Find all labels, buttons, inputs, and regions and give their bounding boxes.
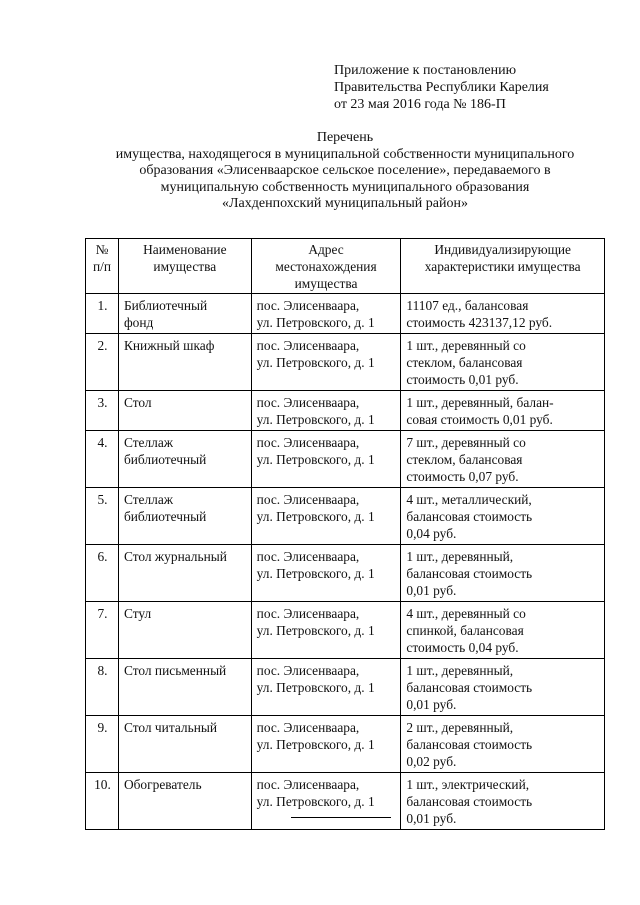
cell-address-line: ул. Петровского, д. 1	[256, 737, 375, 752]
cell-address-line: пос. Элисенваара,	[256, 298, 360, 313]
cell-characteristics-line: 0,04 руб.	[406, 526, 457, 541]
cell-number: 1.	[86, 294, 119, 334]
cell-address-line: ул. Петровского, д. 1	[256, 412, 375, 427]
cell-characteristics-line: стоимость 423137,12 руб.	[406, 315, 553, 330]
title-line-2: имущества, находящегося в муниципальной собственности муниципального	[115, 146, 575, 162]
cell-characteristics-line: 1 шт., электрический,	[406, 777, 530, 792]
cell-number: 8.	[86, 659, 119, 716]
cell-name	[118, 545, 251, 602]
table-row	[86, 488, 605, 545]
table-row	[86, 773, 605, 830]
cell-address	[251, 545, 401, 602]
cell-characteristics-line: стоимость 0,01 руб.	[406, 372, 519, 387]
cell-characteristics	[401, 334, 605, 391]
table-row	[86, 545, 605, 602]
header-name	[118, 239, 251, 294]
cell-address-line: пос. Элисенваара,	[256, 435, 360, 450]
title-line-5: «Лахденпохский муниципальный район»	[222, 196, 468, 211]
header-line: №	[95, 242, 109, 257]
header-line: местонахождения	[275, 259, 377, 274]
cell-characteristics-line: 7 шт., деревянный со	[406, 435, 526, 450]
cell-address	[251, 391, 401, 431]
cell-characteristics-line: балансовая стоимость	[406, 794, 533, 809]
cell-characteristics	[401, 773, 605, 830]
cell-name	[118, 334, 251, 391]
cell-name	[118, 659, 251, 716]
table-row	[86, 294, 605, 334]
cell-number: 5.	[86, 488, 119, 545]
cell-characteristics-line: 11107 ед., балансовая	[406, 298, 529, 313]
cell-number: 4.	[86, 431, 119, 488]
cell-characteristics-line: 1 шт., деревянный,	[406, 549, 514, 564]
cell-characteristics-line: 1 шт., деревянный,	[406, 663, 514, 678]
cell-name-line: библиотечный	[123, 452, 207, 467]
cell-characteristics	[401, 545, 605, 602]
cell-characteristics-line: 0,01 руб.	[406, 583, 457, 598]
header-line: п/п	[92, 259, 111, 274]
cell-characteristics-line: 2 шт., деревянный,	[406, 720, 514, 735]
cell-name-line: Стеллаж	[123, 435, 174, 450]
cell-name	[118, 488, 251, 545]
cell-characteristics-line: 4 шт., деревянный со	[406, 606, 526, 621]
cell-name	[118, 431, 251, 488]
cell-characteristics-line: 0,01 руб.	[406, 697, 457, 712]
cell-name-line: Обогреватель	[123, 777, 202, 792]
cell-name-line: Стул	[123, 606, 152, 621]
cell-name	[118, 716, 251, 773]
cell-address	[251, 773, 401, 830]
cell-address-line: пос. Элисенваара,	[256, 338, 360, 353]
cell-number: 7.	[86, 602, 119, 659]
header-line: характеристики имущества	[424, 259, 581, 274]
cell-name-line: Стол письменный	[123, 663, 227, 678]
cell-characteristics-line: 1 шт., деревянный, балан-	[406, 395, 554, 410]
cell-name	[118, 294, 251, 334]
cell-characteristics	[401, 716, 605, 773]
cell-number: 6.	[86, 545, 119, 602]
appendix-line-1: Приложение к постановлению	[334, 63, 517, 78]
header-line: Адрес	[308, 242, 344, 257]
cell-name-line: фонд	[123, 315, 154, 330]
title-line-1: Перечень	[316, 130, 374, 145]
appendix-line-2: Правительства Республики Карелия	[334, 80, 549, 95]
cell-address	[251, 294, 401, 334]
cell-characteristics-line: балансовая стоимость	[406, 566, 533, 581]
cell-address-line: пос. Элисенваара,	[256, 606, 360, 621]
header-address	[251, 239, 401, 294]
cell-characteristics	[401, 659, 605, 716]
table-row	[86, 334, 605, 391]
header-line: Индивидуализирующие	[434, 242, 571, 257]
cell-characteristics-line: 0,02 руб.	[406, 754, 457, 769]
cell-address-line: ул. Петровского, д. 1	[256, 509, 375, 524]
appendix-block	[334, 62, 549, 113]
cell-characteristics-line: 4 шт., металлический,	[406, 492, 532, 507]
table-row	[86, 716, 605, 773]
cell-characteristics	[401, 391, 605, 431]
property-table	[85, 238, 605, 830]
cell-characteristics-line: совая стоимость 0,01 руб.	[406, 412, 553, 427]
cell-characteristics	[401, 602, 605, 659]
cell-characteristics-line: 0,01 руб.	[406, 811, 457, 826]
cell-address-line: пос. Элисенваара,	[256, 549, 360, 564]
table-row	[86, 659, 605, 716]
table-row	[86, 431, 605, 488]
cell-name	[118, 602, 251, 659]
cell-address	[251, 334, 401, 391]
cell-address	[251, 602, 401, 659]
cell-name-line: Книжный шкаф	[123, 338, 215, 353]
cell-characteristics	[401, 294, 605, 334]
cell-address	[251, 431, 401, 488]
cell-number: 9.	[86, 716, 119, 773]
cell-address-line: пос. Элисенваара,	[256, 720, 360, 735]
header-line: имущества	[153, 259, 217, 274]
cell-name-line: Библиотечный	[123, 298, 208, 313]
cell-characteristics-line: балансовая стоимость	[406, 509, 533, 524]
cell-name-line: Стол читальный	[123, 720, 218, 735]
cell-characteristics-line: стеклом, балансовая	[406, 355, 523, 370]
cell-address-line: ул. Петровского, д. 1	[256, 794, 375, 809]
cell-name-line: библиотечный	[123, 509, 207, 524]
table-row	[86, 391, 605, 431]
cell-address-line: пос. Элисенваара,	[256, 777, 360, 792]
cell-address-line: ул. Петровского, д. 1	[256, 623, 375, 638]
cell-characteristics-line: спинкой, балансовая	[406, 623, 524, 638]
cell-characteristics-line: стоимость 0,07 руб.	[406, 469, 519, 484]
cell-address-line: ул. Петровского, д. 1	[256, 680, 375, 695]
cell-number: 2.	[86, 334, 119, 391]
cell-number: 3.	[86, 391, 119, 431]
header-line: Наименование	[143, 242, 227, 257]
cell-characteristics-line: стоимость 0,04 руб.	[406, 640, 519, 655]
cell-characteristics-line: балансовая стоимость	[406, 737, 533, 752]
cell-characteristics-line: стеклом, балансовая	[406, 452, 523, 467]
cell-address-line: ул. Петровского, д. 1	[256, 315, 375, 330]
cell-name-line: Стеллаж	[123, 492, 174, 507]
cell-name	[118, 773, 251, 830]
closing-rule	[291, 817, 391, 818]
cell-address-line: ул. Петровского, д. 1	[256, 355, 375, 370]
cell-address-line: пос. Элисенваара,	[256, 663, 360, 678]
cell-address-line: пос. Элисенваара,	[256, 492, 360, 507]
cell-name-line: Стол	[123, 395, 152, 410]
cell-address-line: ул. Петровского, д. 1	[256, 452, 375, 467]
cell-characteristics-line: балансовая стоимость	[406, 680, 533, 695]
header-line: имущества	[294, 276, 358, 291]
table-row	[86, 602, 605, 659]
header-number	[86, 239, 119, 294]
cell-address	[251, 716, 401, 773]
cell-characteristics-line: 1 шт., деревянный со	[406, 338, 526, 353]
document-title	[80, 130, 610, 213]
cell-address	[251, 488, 401, 545]
title-line-3: образования «Элисенваарское сельское поселение», передаваемого в	[139, 163, 551, 178]
table-header-row	[86, 239, 605, 294]
appendix-line-3: от 23 мая 2016 года № 186-П	[334, 97, 506, 112]
title-line-4: муниципальную собственность муниципального образования	[160, 179, 530, 195]
cell-address-line: ул. Петровского, д. 1	[256, 566, 375, 581]
cell-number: 10.	[86, 773, 119, 830]
cell-address-line: пос. Элисенваара,	[256, 395, 360, 410]
cell-name-line: Стол журнальный	[123, 549, 227, 564]
cell-name	[118, 391, 251, 431]
cell-characteristics	[401, 431, 605, 488]
cell-characteristics	[401, 488, 605, 545]
cell-address	[251, 659, 401, 716]
header-characteristics	[401, 239, 605, 294]
